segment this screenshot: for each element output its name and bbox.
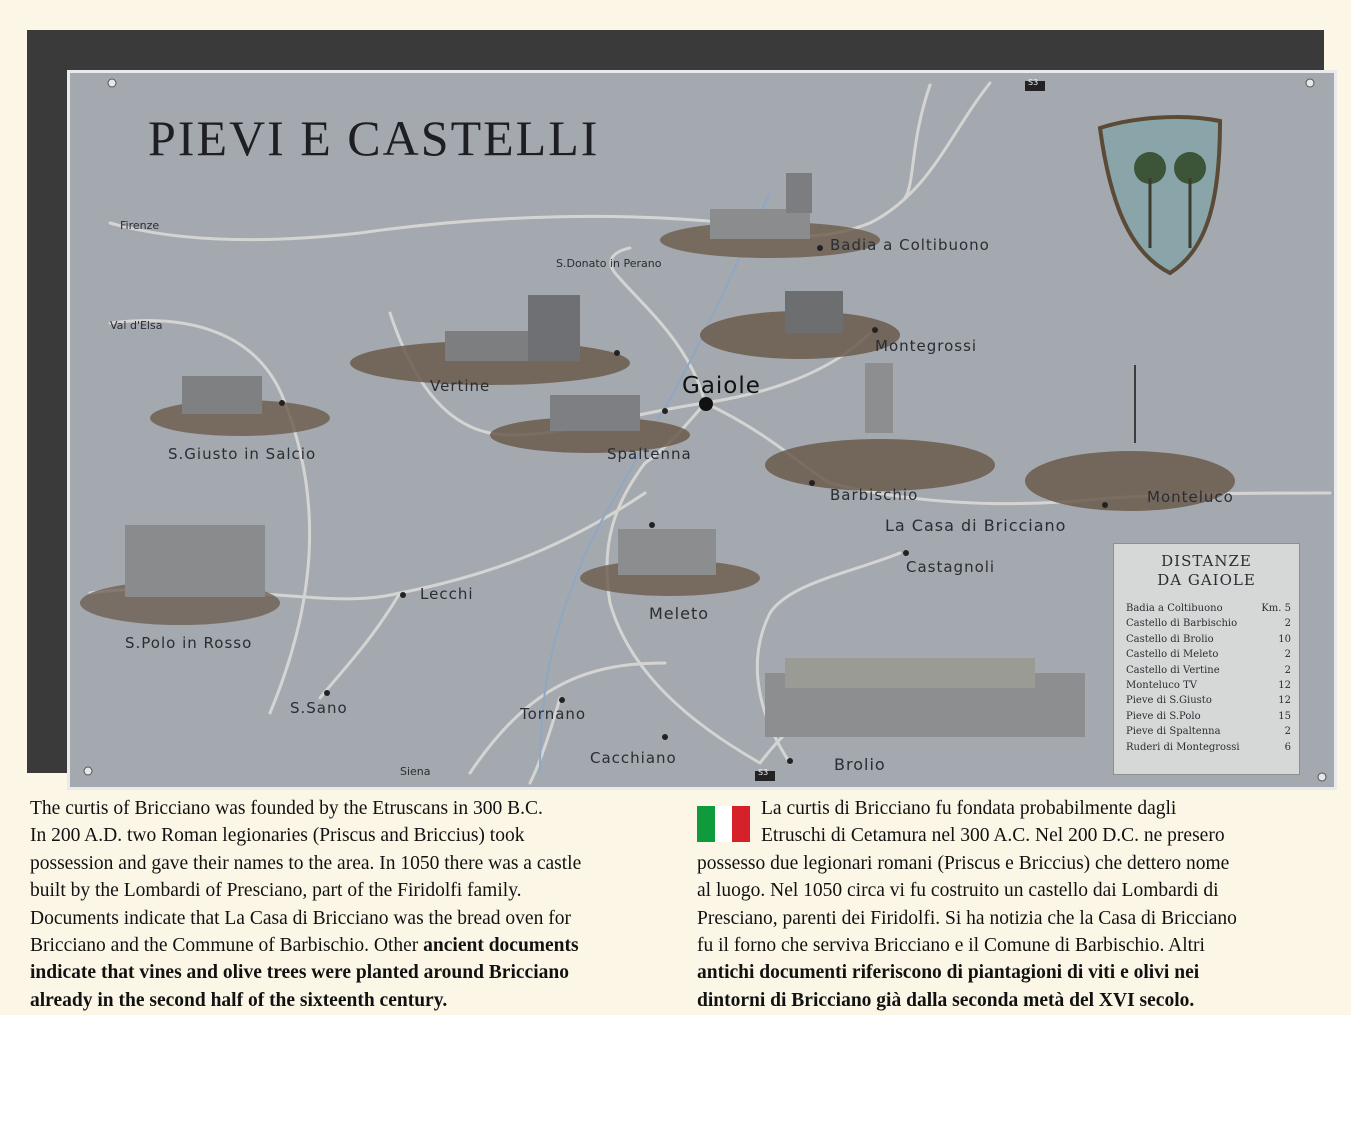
legend-distance: 15: [1278, 710, 1291, 722]
text-line: [30, 822, 685, 849]
place-label: Lecchi: [420, 585, 474, 603]
bold-text: already in the second half of the sixteenth century.: [30, 989, 448, 1011]
map-photo: [27, 30, 1324, 778]
river: [540, 193, 770, 773]
place-label: Castagnoli: [906, 558, 996, 576]
text-segment: In 200 A.D. two Roman legionaries (Priscus and Briccius) took: [30, 825, 525, 847]
text-segment: built by the Lombardi of Presciano, part of the Firidolfi family.: [30, 880, 522, 902]
map-title: PIEVI E CASTELLI: [148, 110, 600, 166]
legend-rows: [1114, 601, 1299, 755]
place-label: Gaiole: [682, 373, 761, 399]
place-label: Cacchiano: [590, 749, 677, 767]
place-label: La Casa di Bricciano: [885, 516, 1067, 535]
place-label: Barbischio: [830, 486, 919, 504]
coat-of-arms-icon: [1100, 117, 1220, 273]
legend-row: [1114, 616, 1299, 631]
legend-place: Ruderi di Montegrossi: [1126, 741, 1240, 753]
text-segment: possesso due legionari romani (Priscus e Briccius) che dettero nome: [697, 852, 1230, 874]
text-segment: Etruschi di Cetamura nel 300 A.C. Nel 200 D.C. ne presero: [761, 825, 1225, 847]
text-line: [30, 932, 685, 959]
legend-row: [1114, 693, 1299, 708]
legend-distance: 10: [1278, 633, 1291, 645]
road: [905, 85, 930, 198]
church-sgiusto: [182, 376, 262, 414]
text-line: [697, 987, 1337, 1014]
legend-place: Castello di Barbischio: [1126, 618, 1238, 630]
castle-vertine: [445, 331, 535, 361]
text-segment: Bricciano and the Commune of Barbischio. Other: [30, 935, 424, 957]
legend-distance: 6: [1284, 741, 1291, 753]
legend-distance: 2: [1284, 726, 1291, 738]
bold-text: dintorni di Bricciano già dalla seconda metà del XVI secolo.: [697, 989, 1195, 1011]
place-label: Meleto: [649, 604, 709, 623]
legend-place: Pieve di Spaltenna: [1126, 726, 1221, 738]
castle-coltibuono: [710, 209, 810, 239]
legend-row: [1114, 647, 1299, 662]
place-label: Badia a Coltibuono: [830, 236, 990, 254]
legend-row: [1114, 678, 1299, 693]
legend-distance: 2: [1284, 618, 1291, 630]
legend-row: [1114, 709, 1299, 724]
legend-distance: 2: [1284, 649, 1291, 661]
place-label: Montegrossi: [875, 337, 978, 355]
road-number: S3: [758, 768, 769, 777]
italian-description: [697, 795, 1337, 1014]
legend-row: [1114, 724, 1299, 739]
legend-distance: 12: [1278, 680, 1291, 692]
legend-row: [1114, 663, 1299, 678]
place-label: Siena: [400, 765, 431, 778]
text-line: [30, 905, 685, 932]
legend-place: Castello di Brolio: [1126, 633, 1214, 645]
text-segment: The curtis of Bricciano was founded by the Etruscans in 300 B.C.: [30, 798, 543, 819]
church-spolo: [125, 525, 265, 597]
place-label: S.Polo in Rosso: [125, 634, 253, 652]
distance-legend: [1113, 543, 1300, 775]
place-label: S.Giusto in Salcio: [168, 445, 317, 463]
place-label: Val d'Elsa: [110, 319, 163, 332]
legend-distance: 2: [1284, 664, 1291, 676]
bold-text: antichi documenti riferiscono di piantagioni di viti e olivi nei: [697, 962, 1200, 984]
text-line: [30, 959, 685, 986]
text-line: [30, 987, 685, 1014]
legend-place: Badia a Coltibuono: [1126, 603, 1223, 614]
text-line: [697, 822, 1337, 849]
castle-meleto: [618, 529, 716, 575]
legend-title-line2: DA GAIOLE: [1157, 571, 1256, 589]
legend-place: Monteluco TV: [1126, 680, 1197, 692]
legend-row: [1114, 740, 1299, 755]
legend-place: Castello di Vertine: [1126, 664, 1220, 676]
place-label: Firenze: [120, 219, 160, 232]
legend-place: Pieve di S.Giusto: [1126, 695, 1212, 707]
place-label: Vertine: [430, 377, 491, 395]
english-description: [30, 795, 685, 1014]
place-label: S.Sano: [290, 699, 348, 717]
text-line: [697, 850, 1337, 877]
bold-text: indicate that vines and olive trees were planted around Bricciano: [30, 962, 569, 984]
place-label: Spaltenna: [607, 445, 692, 463]
walls-brolio: [785, 658, 1035, 688]
legend-row: [1114, 601, 1299, 616]
text-line: [697, 877, 1337, 904]
text-segment: possession and gave their names to the area. In 1050 there was a castle: [30, 852, 582, 874]
text-line: [697, 795, 1337, 822]
text-line: [30, 795, 685, 822]
tower-barbischio: [865, 363, 893, 433]
castle-spaltenna: [550, 395, 640, 431]
text-segment: Presciano, parenti dei Firidolfi. Si ha notizia che la Casa di Bricciano: [697, 907, 1237, 929]
text-line: [697, 959, 1337, 986]
text-line: [30, 850, 685, 877]
legend-place: Castello di Meleto: [1126, 649, 1219, 661]
bold-text: ancient documents: [423, 935, 579, 957]
map-board: [67, 70, 1337, 790]
text-segment: Documents indicate that La Casa di Bricciano was the bread oven for: [30, 907, 571, 929]
legend-title-line1: DISTANZE: [1161, 552, 1252, 570]
legend-distance: 12: [1278, 695, 1291, 707]
place-label: Brolio: [834, 755, 886, 774]
ruin-montegrossi: [785, 291, 843, 333]
place-label: Tornano: [520, 705, 587, 723]
text-segment: fu il forno che serviva Bricciano e il Comune di Barbischio. Altri: [697, 935, 1205, 957]
road-number: S3: [1028, 78, 1039, 87]
text-line: [697, 905, 1337, 932]
text-line: [30, 877, 685, 904]
hill-barbischio: [765, 439, 995, 491]
legend-place: Pieve di S.Polo: [1126, 710, 1201, 722]
tower-coltibuono: [786, 173, 812, 213]
place-label: Monteluco: [1147, 488, 1234, 506]
legend-row: [1114, 632, 1299, 647]
text-segment: La curtis di Bricciano fu fondata probabilmente dagli: [761, 798, 1177, 819]
text-segment: al luogo. Nel 1050 circa vi fu costruito un castello dai Lombardi di: [697, 880, 1219, 902]
tower-vertine: [528, 295, 580, 361]
place-label: S.Donato in Perano: [556, 257, 662, 270]
road: [320, 593, 400, 698]
text-line: [697, 932, 1337, 959]
legend-distance: Km. 5: [1261, 603, 1291, 614]
